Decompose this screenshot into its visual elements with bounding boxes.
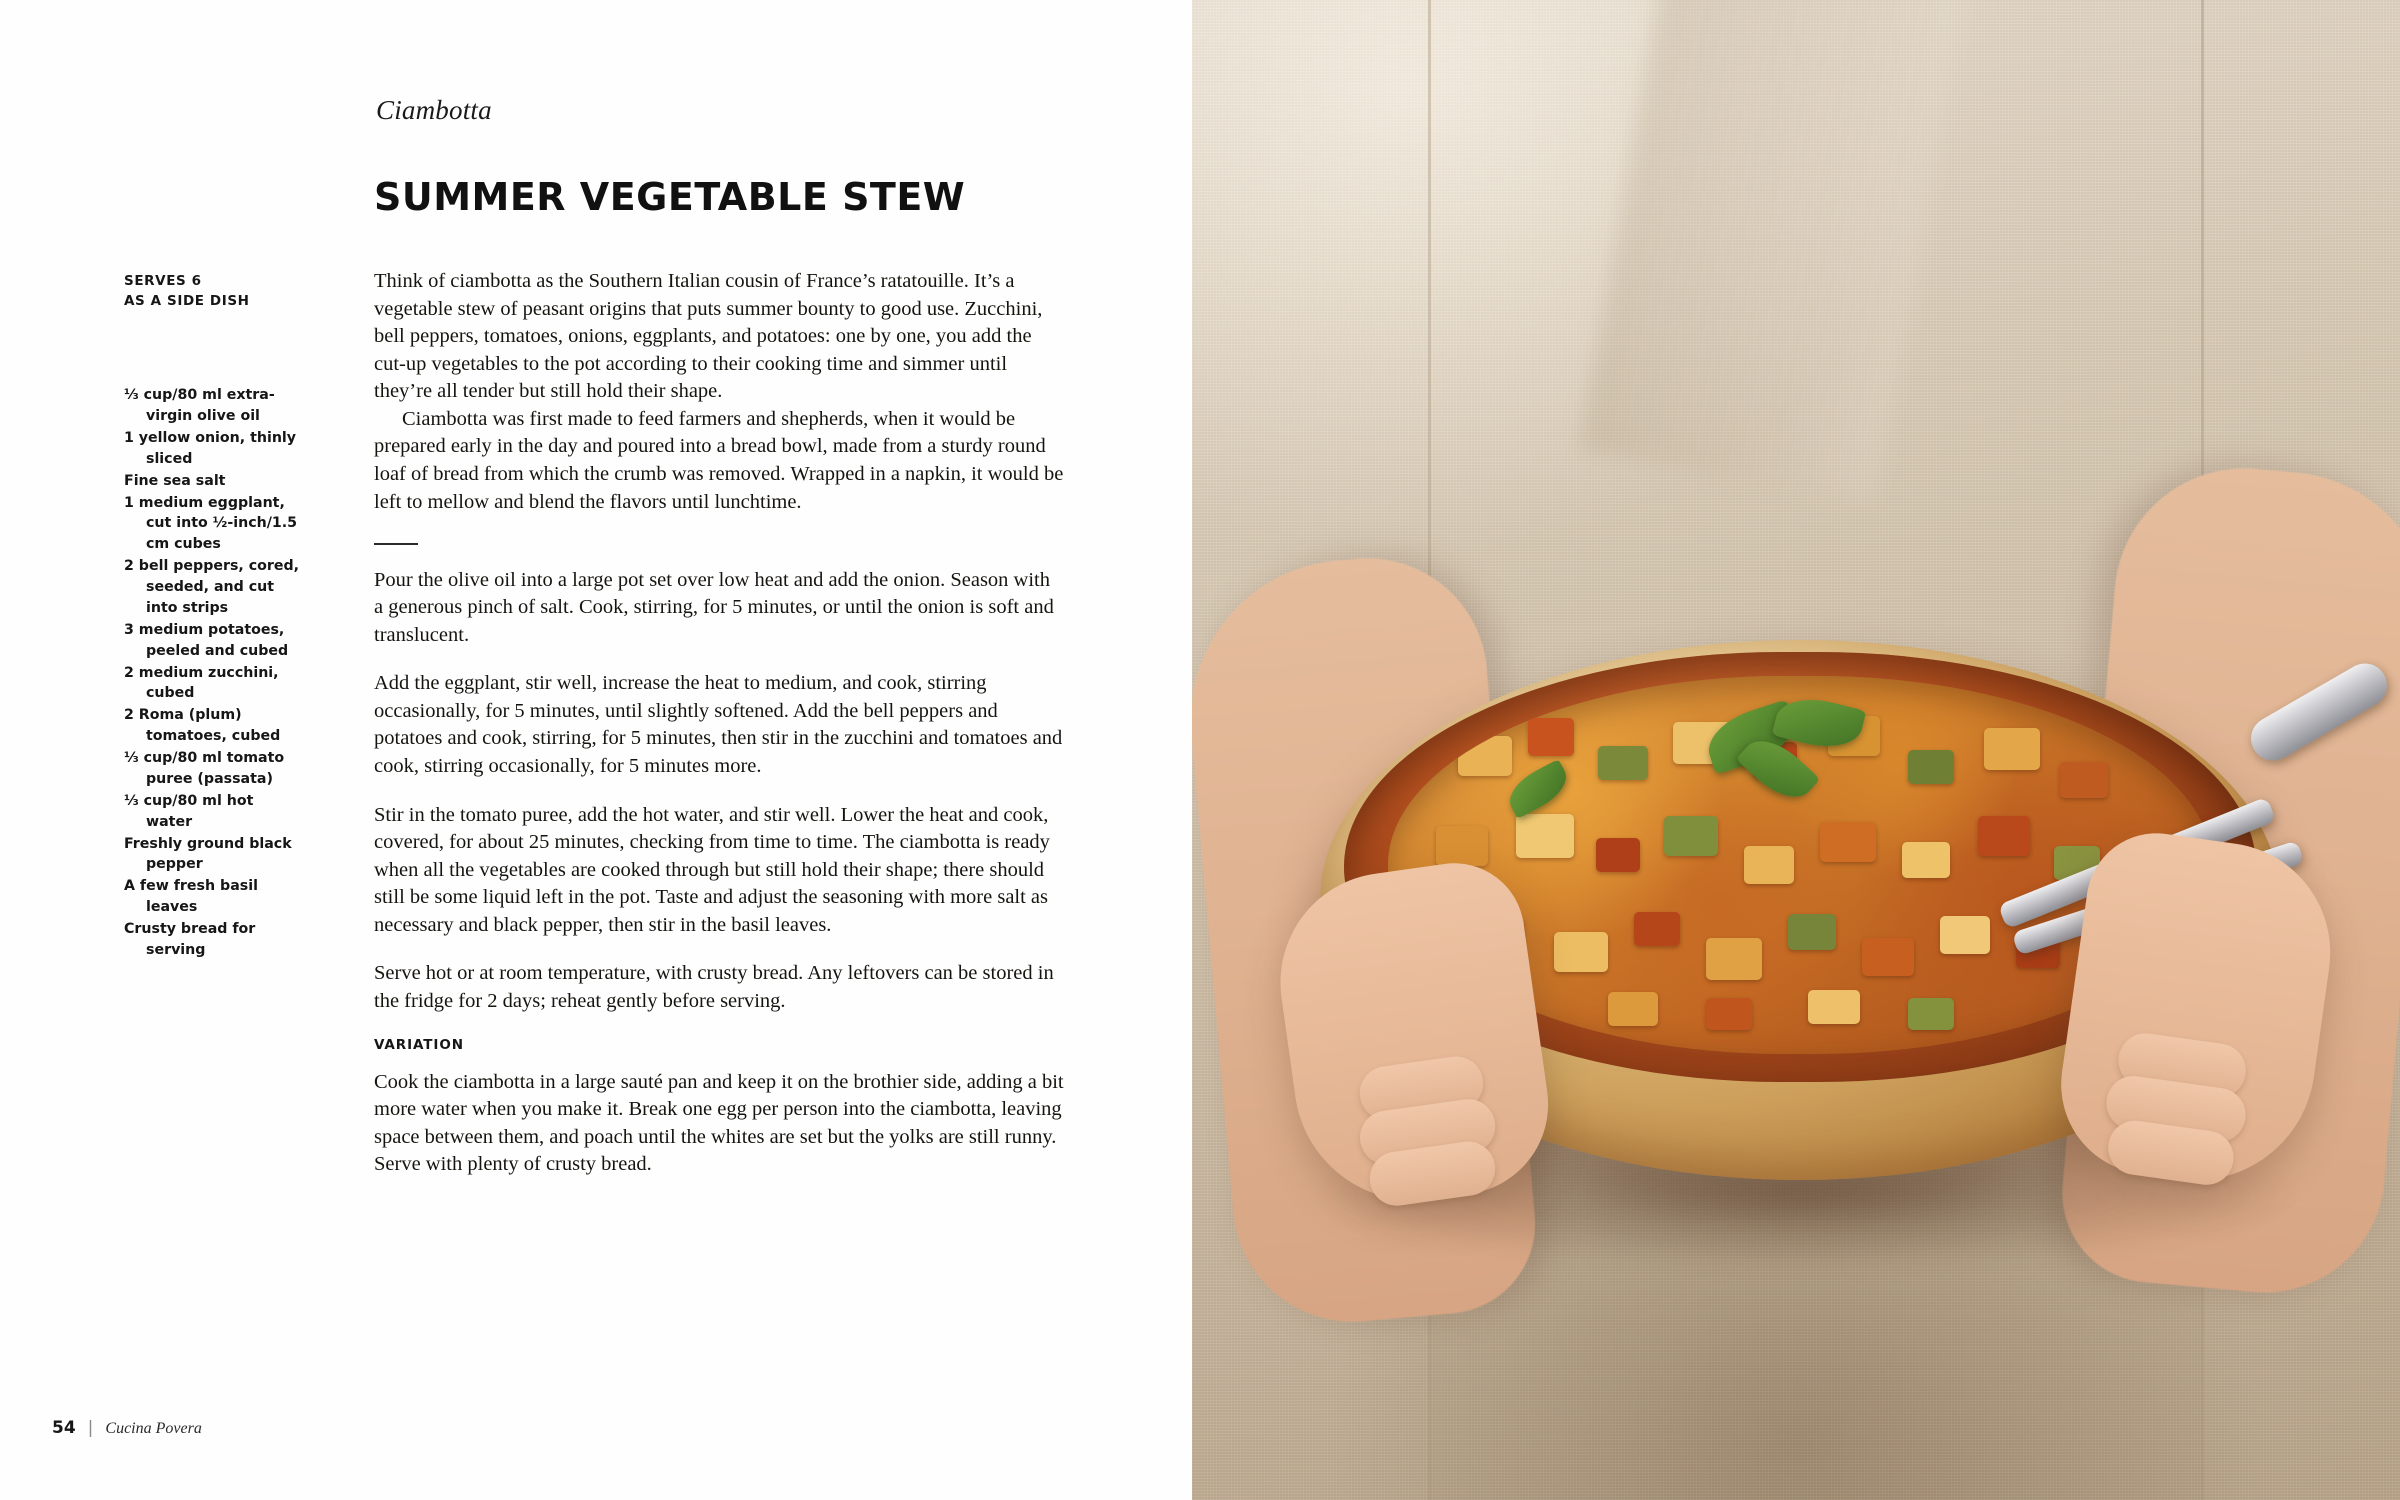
list-item: Fine sea salt xyxy=(124,472,226,489)
headnote-paragraph: Ciambotta was first made to feed farmers and shepherds, when it would be prepared early in the day and poured into a bread bowl, made from a sturdy round loaf of bread from which the crumb was removed. Wrapped in a napkin, it would be left to mellow and blend the flavors until lunchtime. xyxy=(374,407,1064,513)
stew-chunk xyxy=(1664,816,1718,856)
list-item: 1 medium eggplant, cut into ½-inch/1.5 cm cubes xyxy=(124,494,298,553)
stew-chunk xyxy=(1902,842,1950,878)
section-divider xyxy=(374,543,418,545)
stew-chunk xyxy=(1516,814,1574,858)
stew-chunk xyxy=(1458,736,1512,776)
list-item: Crusty bread for serving xyxy=(124,921,256,958)
stew-chunk xyxy=(1788,914,1836,950)
list-item: 3 medium potatoes, peeled and cubed xyxy=(124,621,289,659)
headnote-paragraph: Think of ciambotta as the Southern Italian cousin of France’s ratatouille. It’s a vegetable stew of peasant origins that puts summer bounty to good use. Zucchini, bell peppers, tomatoes, onions, eggplants, and potatoes: one by one, you add the cut-up vegetables to the pot according to their cooking time and simmer until they’re all tender but still hold their shape. xyxy=(374,270,1043,403)
serves-block xyxy=(124,272,304,311)
recipe-photo-page xyxy=(1192,0,2400,1500)
stew-chunk xyxy=(1808,990,1860,1024)
stew-chunk xyxy=(1554,932,1608,972)
stew-chunk xyxy=(2060,762,2108,798)
stew-chunk xyxy=(1706,998,1752,1030)
stew-chunk xyxy=(1984,728,2040,770)
method-step: Add the eggplant, stir well, increase the heat to medium, and cook, stirring occasionally, for 5 minutes, until slightly softened. Add the bell peppers and potatoes and cook, stirring, for 5 minutes, then stir in the zucchini and tomatoes and cook, stirring occasionally, for 5 minutes more. xyxy=(374,672,1063,777)
list-item: 2 medium zucchini, cubed xyxy=(124,664,279,702)
ingredients-list xyxy=(124,385,304,961)
list-item: 2 bell peppers, cored, seeded, and cut into strips xyxy=(124,558,300,616)
recipe-text-page xyxy=(0,0,1192,1500)
stew-chunk xyxy=(1634,912,1680,946)
stew-chunk xyxy=(1528,718,1574,756)
serves-count: SERVES 6 xyxy=(124,273,202,289)
stew-chunk xyxy=(1940,916,1990,954)
ingredients-sidebar xyxy=(124,272,304,962)
method-step: Stir in the tomato puree, add the hot water, and stir well. Lower the heat and cook, covered, for about 25 minutes, checking from time to time. The ciambotta is ready when all the vegetables are cooked through but still hold their shape; there should still be some liquid left in the pot. Taste and adjust the seasoning with more salt as necessary and black pepper, then stir in the basil leaves. xyxy=(374,803,1050,936)
variation-heading: VARIATION xyxy=(374,1037,464,1054)
recipe-headnote xyxy=(374,268,1064,516)
list-item: A few fresh basil leaves xyxy=(124,878,258,916)
stew-chunk xyxy=(1436,826,1488,866)
recipe-subtitle: Ciambotta xyxy=(376,95,492,125)
running-head-book-title: Cucina Povera xyxy=(105,1420,202,1437)
stew-chunk xyxy=(1608,992,1658,1026)
stew-chunk xyxy=(1908,998,1954,1030)
list-item: 1 yellow onion, thinly sliced xyxy=(124,429,297,467)
folio-number: 54 xyxy=(52,1418,76,1438)
recipe-body xyxy=(374,268,1064,1179)
basil-leaf xyxy=(1502,759,1574,819)
stew-chunk xyxy=(1744,846,1794,884)
method-step: Serve hot or at room temperature, with crusty bread. Any leftovers can be stored in the fridge for 2 days; reheat gently before serving. xyxy=(374,962,1054,1012)
page-footer xyxy=(52,1418,202,1438)
stew-chunk xyxy=(1862,938,1914,976)
list-item: ⅓ cup/80 ml extra-virgin olive oil xyxy=(124,387,275,424)
stew-chunk xyxy=(1596,838,1640,872)
stew-chunk xyxy=(1978,816,2030,856)
page-title: SUMMER VEGETABLE STEW xyxy=(374,175,966,220)
list-item: 2 Roma (plum) tomatoes, cubed xyxy=(124,707,281,745)
stew-chunk xyxy=(1820,822,1876,862)
recipe-method xyxy=(374,567,1064,1016)
serves-context: AS A SIDE DISH xyxy=(124,292,250,309)
method-step: Pour the olive oil into a large pot set over low heat and add the onion. Season with a generous pinch of salt. Cook, stirring, for 5 minutes, or until the onion is soft and translucent. xyxy=(374,568,1054,646)
list-item: ⅓ cup/80 ml tomato puree (passata) xyxy=(124,750,285,787)
variation-paragraph: Cook the ciambotta in a large sauté pan and keep it on the brothier side, adding a bit more water when you make it. Break one egg per person into the ciambotta, leaving space between them, and poach until the whites are set but the yolks are still runny. Serve with plenty of crusty bread. xyxy=(374,1070,1064,1176)
folio-separator: | xyxy=(87,1418,94,1438)
list-item: ⅓ cup/80 ml hot water xyxy=(124,792,254,830)
stew-chunk xyxy=(1598,746,1648,780)
stew-chunk xyxy=(1706,938,1762,980)
list-item: Freshly ground black pepper xyxy=(124,835,292,873)
stew-chunk xyxy=(1908,750,1954,784)
